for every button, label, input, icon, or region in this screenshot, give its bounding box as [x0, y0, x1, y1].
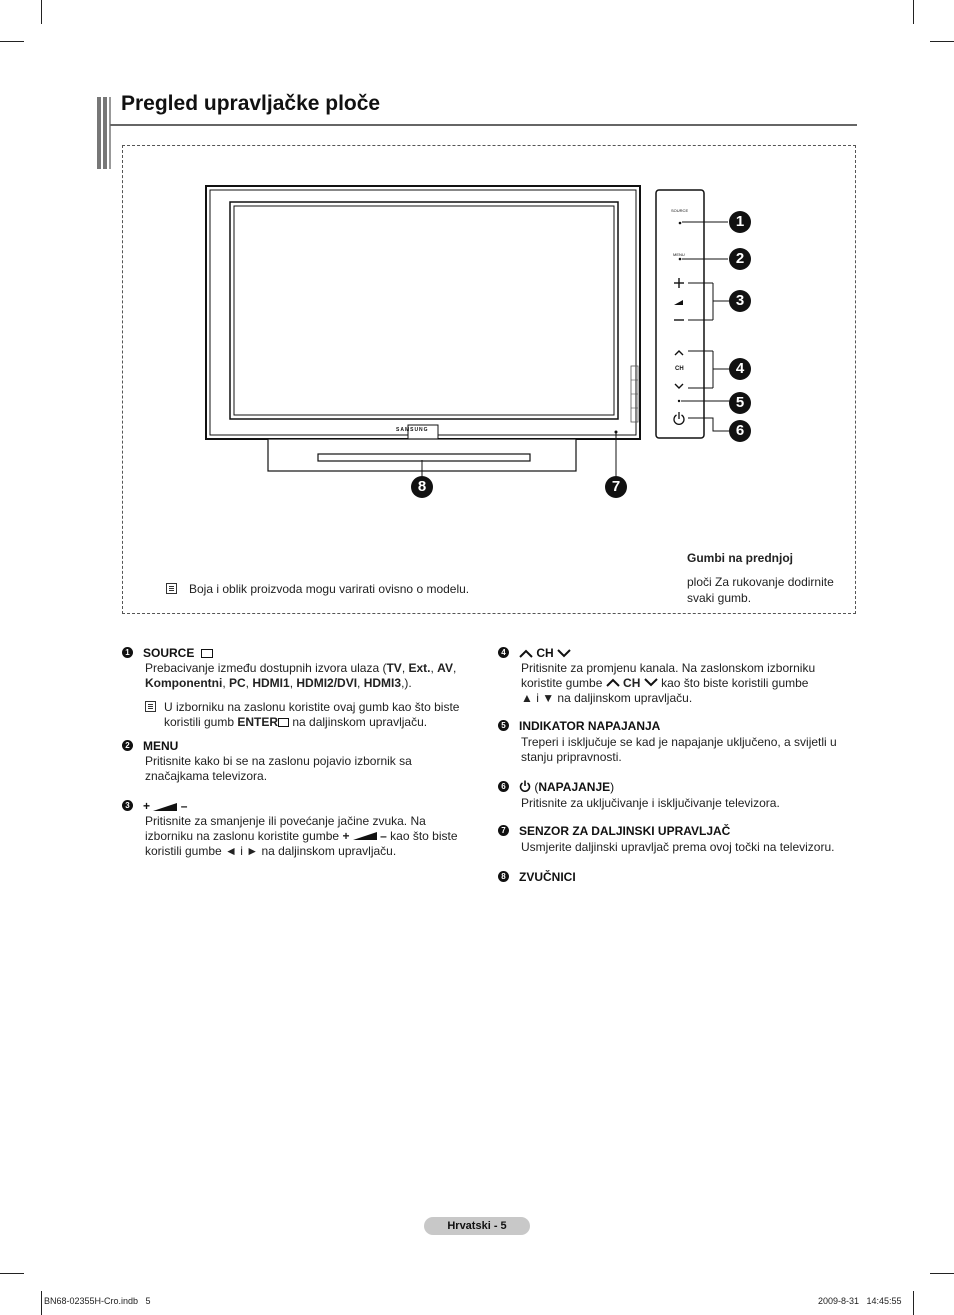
- item-sensor-text: Usmjerite daljinski upravljač prema ovoj točki na televizoru.: [521, 840, 835, 854]
- file-info: BN68-02355H-Cro.indb 5: [44, 1296, 151, 1306]
- brand-logo: SAMSUNG: [396, 427, 429, 433]
- page-title: Pregled upravljačke ploče: [121, 92, 381, 115]
- item-number-2: 2: [122, 740, 133, 751]
- callout-5: 5: [729, 392, 751, 414]
- print-date: 2009-8-31 14:45:55: [818, 1296, 902, 1306]
- crop-mark: [913, 0, 914, 24]
- item-source-text: Prebacivanje između dostupnih izvora ulaza (TV, Ext., AV, Komponentni, PC, HDMI1, HDMI2/DVI, HDMI3,).: [145, 661, 457, 690]
- side-note-title: Gumbi na prednjoj: [687, 551, 794, 565]
- item-sensor-heading: SENZOR ZA DALJINSKI UPRAVLJAČ: [519, 824, 731, 838]
- crop-mark: [0, 1273, 24, 1274]
- callout-7: 7: [605, 476, 627, 498]
- chevron-down-icon: [644, 678, 658, 687]
- item-channel-text: Pritisnite za promjenu kanala. Na zaslonskom izborniku koristite gumbe CH kao što biste koristili gumbe ▲ i ▼ na daljinskom upravljaču.: [521, 661, 816, 705]
- item-number-7: 7: [498, 825, 509, 836]
- item-indicator-text: Treperi i isključuje se kad je napajanje uključeno, a svijetli u stanju pripravnosti.: [521, 735, 837, 764]
- crop-mark: [41, 1291, 42, 1315]
- item-source-heading: SOURCE: [143, 646, 213, 660]
- source-icon: [201, 649, 213, 658]
- crop-mark: [41, 0, 42, 24]
- item-speakers-heading: ZVUČNICI: [519, 870, 576, 884]
- panel-menu-label: MENU: [673, 252, 685, 257]
- item-menu-heading: MENU: [143, 739, 179, 753]
- note-icon: [166, 583, 177, 594]
- title-rule: [110, 124, 857, 126]
- item-menu-text: Pritisnite kako bi se na zaslonu pojavio izbornik sa značajkama televizora.: [145, 754, 412, 783]
- enter-icon: [278, 718, 289, 727]
- page-number: Hrvatski - 5: [424, 1217, 530, 1235]
- item-number-4: 4: [498, 647, 509, 658]
- item-number-6: 6: [498, 781, 509, 792]
- chevron-up-icon: [519, 649, 533, 658]
- callout-4: 4: [729, 358, 751, 380]
- item-number-1: 1: [122, 647, 133, 658]
- chevron-down-icon: [557, 649, 571, 658]
- item-number-3: 3: [122, 800, 133, 811]
- panel-ch-label: CH: [675, 366, 684, 372]
- item-channel-heading: CH: [519, 646, 571, 660]
- callout-2: 2: [729, 248, 751, 270]
- crop-mark: [930, 1273, 954, 1274]
- callout-1: 1: [729, 211, 751, 233]
- callout-leaders: [410, 430, 630, 490]
- crop-mark: [930, 41, 954, 42]
- chevron-up-icon: [606, 678, 620, 687]
- figure-note-text: Boja i oblik proizvoda mogu varirati ovisno o modelu.: [189, 582, 470, 596]
- panel-source-label: SOURCE: [671, 208, 689, 213]
- item-power-text: Pritisnite za uključivanje i isključivanje televizora.: [521, 796, 780, 810]
- item-volume-text: Pritisnite za smanjenje ili povećanje jačine zvuka. Na izborniku na zaslonu koristite gumbe + – kao što biste koristili gumbe ◄ i ► na daljinskom upravljaču.: [145, 814, 458, 858]
- side-note-line-2: svaki gumb.: [687, 591, 752, 605]
- crop-mark: [0, 41, 24, 42]
- volume-icon: [353, 832, 377, 840]
- item-volume-heading: + –: [143, 799, 188, 813]
- item-number-5: 5: [498, 720, 509, 731]
- item-power-heading: (NAPAJANJE): [519, 780, 614, 794]
- item-source-note: U izborniku na zaslonu koristite ovaj gumb kao što biste koristili gumb ENTER na daljinskom upravljaču.: [164, 700, 460, 729]
- note-icon: [145, 701, 156, 712]
- callout-8: 8: [411, 476, 433, 498]
- crop-mark: [913, 1291, 914, 1315]
- callout-3: 3: [729, 290, 751, 312]
- power-icon: [519, 780, 531, 792]
- side-note-line-1: ploči Za rukovanje dodirnite: [687, 575, 834, 589]
- item-indicator-heading: INDIKATOR NAPAJANJA: [519, 719, 661, 733]
- volume-icon: [153, 803, 177, 811]
- item-number-8: 8: [498, 871, 509, 882]
- callout-6: 6: [729, 420, 751, 442]
